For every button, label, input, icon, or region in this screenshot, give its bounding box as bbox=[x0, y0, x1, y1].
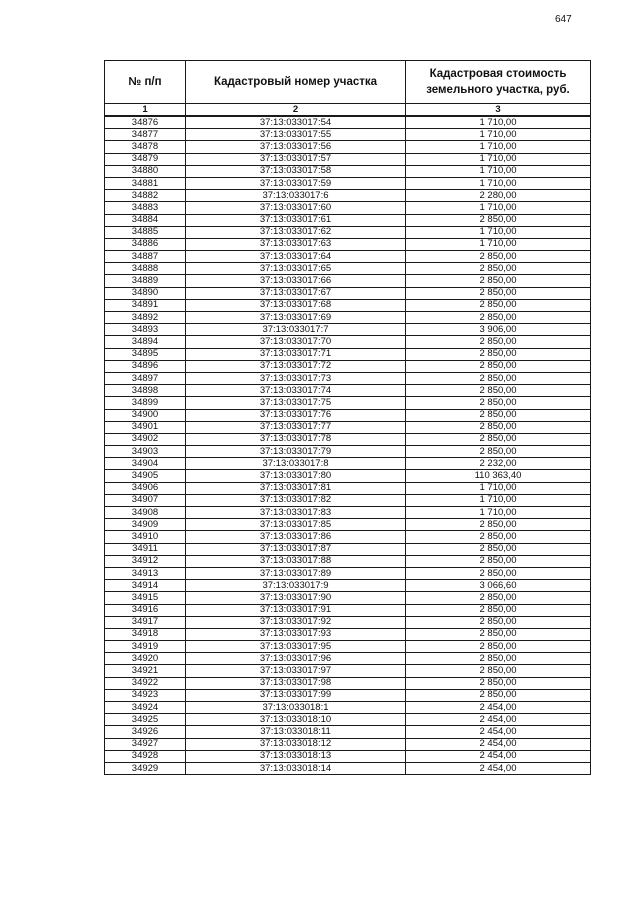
cadastral-value-cell: 1 710,00 bbox=[406, 494, 591, 506]
cadastral-number-cell: 37:13:033017:73 bbox=[186, 372, 406, 384]
table-row bbox=[105, 507, 591, 519]
row-number-cell: 34914 bbox=[105, 580, 186, 592]
cadastral-number-cell: 37:13:033018:12 bbox=[186, 738, 406, 750]
cadastral-value-cell: 110 363,40 bbox=[406, 470, 591, 482]
cadastral-number-cell: 37:13:033017:75 bbox=[186, 397, 406, 409]
cadastral-number-cell: 37:13:033017:80 bbox=[186, 470, 406, 482]
table-row bbox=[105, 409, 591, 421]
cadastral-value-cell: 2 850,00 bbox=[406, 567, 591, 579]
cadastral-value-cell: 2 850,00 bbox=[406, 616, 591, 628]
table-row bbox=[105, 153, 591, 165]
column-number-1: 1 bbox=[105, 104, 186, 117]
table-row bbox=[105, 604, 591, 616]
row-number-cell: 34888 bbox=[105, 263, 186, 275]
cadastral-number-cell: 37:13:033017:81 bbox=[186, 482, 406, 494]
row-number-cell: 34879 bbox=[105, 153, 186, 165]
cadastral-value-cell: 2 850,00 bbox=[406, 446, 591, 458]
cadastral-value-cell: 2 850,00 bbox=[406, 433, 591, 445]
cadastral-value-cell: 2 850,00 bbox=[406, 360, 591, 372]
cadastral-number-cell: 37:13:033017:92 bbox=[186, 616, 406, 628]
row-number-cell: 34877 bbox=[105, 129, 186, 141]
row-number-cell: 34912 bbox=[105, 555, 186, 567]
cadastral-value-cell: 1 710,00 bbox=[406, 226, 591, 238]
cadastral-value-cell: 2 454,00 bbox=[406, 762, 591, 774]
table-row bbox=[105, 446, 591, 458]
cadastral-value-cell: 2 850,00 bbox=[406, 531, 591, 543]
cadastral-number-cell: 37:13:033017:69 bbox=[186, 312, 406, 324]
row-number-cell: 34885 bbox=[105, 226, 186, 238]
row-number-cell: 34915 bbox=[105, 592, 186, 604]
cadastral-value-cell: 1 710,00 bbox=[406, 507, 591, 519]
row-number-cell: 34880 bbox=[105, 165, 186, 177]
cadastral-number-cell: 37:13:033017:96 bbox=[186, 653, 406, 665]
table-row bbox=[105, 129, 591, 141]
row-number-cell: 34878 bbox=[105, 141, 186, 153]
row-number-cell: 34917 bbox=[105, 616, 186, 628]
cadastral-number-cell: 37:13:033017:88 bbox=[186, 555, 406, 567]
cadastral-number-cell: 37:13:033017:86 bbox=[186, 531, 406, 543]
row-number-cell: 34882 bbox=[105, 190, 186, 202]
cadastral-number-cell: 37:13:033017:78 bbox=[186, 433, 406, 445]
table-row bbox=[105, 177, 591, 189]
row-number-cell: 34918 bbox=[105, 628, 186, 640]
cadastral-value-cell: 2 850,00 bbox=[406, 677, 591, 689]
cadastral-value-cell: 2 454,00 bbox=[406, 714, 591, 726]
cadastral-value-cell: 2 850,00 bbox=[406, 628, 591, 640]
cadastral-value-cell: 1 710,00 bbox=[406, 177, 591, 189]
cadastral-number-cell: 37:13:033017:6 bbox=[186, 190, 406, 202]
row-number-cell: 34910 bbox=[105, 531, 186, 543]
row-number-cell: 34923 bbox=[105, 689, 186, 701]
table-row bbox=[105, 312, 591, 324]
table-row bbox=[105, 592, 591, 604]
table-row bbox=[105, 251, 591, 263]
cadastral-value-cell: 2 850,00 bbox=[406, 287, 591, 299]
table-row bbox=[105, 385, 591, 397]
table-row bbox=[105, 116, 591, 129]
cadastral-value-cell: 2 850,00 bbox=[406, 409, 591, 421]
row-number-cell: 34921 bbox=[105, 665, 186, 677]
row-number-cell: 34926 bbox=[105, 726, 186, 738]
table-header bbox=[105, 61, 591, 117]
cadastral-number-cell: 37:13:033017:8 bbox=[186, 458, 406, 470]
row-number-cell: 34887 bbox=[105, 251, 186, 263]
cadastral-value-cell: 2 850,00 bbox=[406, 251, 591, 263]
column-number-row bbox=[105, 104, 591, 117]
table-row bbox=[105, 567, 591, 579]
row-number-cell: 34886 bbox=[105, 238, 186, 250]
table-row bbox=[105, 531, 591, 543]
header-cadastral-number: Кадастровый номер участка bbox=[186, 61, 406, 104]
table-row bbox=[105, 458, 591, 470]
cadastral-value-cell: 2 280,00 bbox=[406, 190, 591, 202]
row-number-cell: 34895 bbox=[105, 348, 186, 360]
table-row bbox=[105, 750, 591, 762]
cadastral-number-cell: 37:13:033017:89 bbox=[186, 567, 406, 579]
cadastral-number-cell: 37:13:033017:9 bbox=[186, 580, 406, 592]
cadastral-number-cell: 37:13:033017:93 bbox=[186, 628, 406, 640]
table-row bbox=[105, 482, 591, 494]
table-row bbox=[105, 738, 591, 750]
cadastral-number-cell: 37:13:033018:14 bbox=[186, 762, 406, 774]
cadastral-number-cell: 37:13:033017:59 bbox=[186, 177, 406, 189]
cadastral-number-cell: 37:13:033018:10 bbox=[186, 714, 406, 726]
cadastral-value-cell: 2 850,00 bbox=[406, 336, 591, 348]
cadastral-value-cell: 1 710,00 bbox=[406, 238, 591, 250]
header-row-number: № п/п bbox=[105, 61, 186, 104]
cadastral-number-cell: 37:13:033017:54 bbox=[186, 116, 406, 129]
cadastral-value-cell: 2 850,00 bbox=[406, 372, 591, 384]
column-number-2: 2 bbox=[186, 104, 406, 117]
table-row bbox=[105, 348, 591, 360]
cadastral-number-cell: 37:13:033017:56 bbox=[186, 141, 406, 153]
cadastral-number-cell: 37:13:033017:68 bbox=[186, 299, 406, 311]
table-row bbox=[105, 372, 591, 384]
row-number-cell: 34919 bbox=[105, 641, 186, 653]
cadastral-value-cell: 3 066,60 bbox=[406, 580, 591, 592]
row-number-cell: 34892 bbox=[105, 312, 186, 324]
cadastral-number-cell: 37:13:033018:1 bbox=[186, 702, 406, 714]
cadastral-value-cell: 2 850,00 bbox=[406, 397, 591, 409]
cadastral-value-cell: 2 232,00 bbox=[406, 458, 591, 470]
table-row bbox=[105, 555, 591, 567]
cadastral-number-cell: 37:13:033017:58 bbox=[186, 165, 406, 177]
cadastral-number-cell: 37:13:033017:90 bbox=[186, 592, 406, 604]
row-number-cell: 34900 bbox=[105, 409, 186, 421]
cadastral-value-cell: 1 710,00 bbox=[406, 116, 591, 129]
cadastral-number-cell: 37:13:033017:65 bbox=[186, 263, 406, 275]
cadastral-number-cell: 37:13:033017:82 bbox=[186, 494, 406, 506]
row-number-cell: 34927 bbox=[105, 738, 186, 750]
table-row bbox=[105, 653, 591, 665]
cadastral-value-cell: 2 850,00 bbox=[406, 519, 591, 531]
table-row bbox=[105, 689, 591, 701]
cadastral-number-cell: 37:13:033017:85 bbox=[186, 519, 406, 531]
header-row bbox=[105, 61, 591, 104]
cadastral-value-cell: 1 710,00 bbox=[406, 141, 591, 153]
row-number-cell: 34894 bbox=[105, 336, 186, 348]
cadastral-value-cell: 2 850,00 bbox=[406, 543, 591, 555]
table-row bbox=[105, 616, 591, 628]
cadastral-value-cell: 3 906,00 bbox=[406, 324, 591, 336]
table-row bbox=[105, 714, 591, 726]
cadastral-value-cell: 1 710,00 bbox=[406, 129, 591, 141]
row-number-cell: 34901 bbox=[105, 421, 186, 433]
table-row bbox=[105, 519, 591, 531]
cadastral-number-cell: 37:13:033017:83 bbox=[186, 507, 406, 519]
cadastral-number-cell: 37:13:033017:87 bbox=[186, 543, 406, 555]
cadastral-value-cell: 1 710,00 bbox=[406, 482, 591, 494]
table-row bbox=[105, 543, 591, 555]
row-number-cell: 34903 bbox=[105, 446, 186, 458]
cadastral-value-cell: 2 454,00 bbox=[406, 738, 591, 750]
cadastral-value-cell: 2 850,00 bbox=[406, 385, 591, 397]
row-number-cell: 34916 bbox=[105, 604, 186, 616]
cadastral-value-table bbox=[104, 60, 591, 775]
cadastral-number-cell: 37:13:033017:7 bbox=[186, 324, 406, 336]
table-row bbox=[105, 677, 591, 689]
row-number-cell: 34897 bbox=[105, 372, 186, 384]
row-number-cell: 34929 bbox=[105, 762, 186, 774]
cadastral-number-cell: 37:13:033017:72 bbox=[186, 360, 406, 372]
row-number-cell: 34911 bbox=[105, 543, 186, 555]
table-row bbox=[105, 641, 591, 653]
table-row bbox=[105, 141, 591, 153]
cadastral-number-cell: 37:13:033017:77 bbox=[186, 421, 406, 433]
row-number-cell: 34891 bbox=[105, 299, 186, 311]
cadastral-value-cell: 2 850,00 bbox=[406, 312, 591, 324]
cadastral-number-cell: 37:13:033018:11 bbox=[186, 726, 406, 738]
table-row bbox=[105, 202, 591, 214]
cadastral-number-cell: 37:13:033017:57 bbox=[186, 153, 406, 165]
cadastral-value-cell: 2 454,00 bbox=[406, 726, 591, 738]
row-number-cell: 34924 bbox=[105, 702, 186, 714]
table-row bbox=[105, 287, 591, 299]
table-row bbox=[105, 470, 591, 482]
cadastral-value-cell: 2 850,00 bbox=[406, 348, 591, 360]
cadastral-value-cell: 1 710,00 bbox=[406, 153, 591, 165]
table-row bbox=[105, 702, 591, 714]
row-number-cell: 34902 bbox=[105, 433, 186, 445]
table-row bbox=[105, 336, 591, 348]
cadastral-value-cell: 2 850,00 bbox=[406, 665, 591, 677]
row-number-cell: 34876 bbox=[105, 116, 186, 129]
table-row bbox=[105, 299, 591, 311]
cadastral-value-cell: 2 850,00 bbox=[406, 214, 591, 226]
table-row bbox=[105, 665, 591, 677]
row-number-cell: 34884 bbox=[105, 214, 186, 226]
table-row bbox=[105, 421, 591, 433]
cadastral-number-cell: 37:13:033017:74 bbox=[186, 385, 406, 397]
cadastral-value-cell: 2 850,00 bbox=[406, 299, 591, 311]
row-number-cell: 34908 bbox=[105, 507, 186, 519]
row-number-cell: 34904 bbox=[105, 458, 186, 470]
table-row bbox=[105, 263, 591, 275]
cadastral-value-cell: 2 850,00 bbox=[406, 275, 591, 287]
row-number-cell: 34890 bbox=[105, 287, 186, 299]
table-row bbox=[105, 190, 591, 202]
cadastral-value-cell: 2 454,00 bbox=[406, 750, 591, 762]
table-body bbox=[105, 116, 591, 775]
row-number-cell: 34896 bbox=[105, 360, 186, 372]
cadastral-value-cell: 2 850,00 bbox=[406, 653, 591, 665]
table-row bbox=[105, 324, 591, 336]
cadastral-value-cell: 2 850,00 bbox=[406, 592, 591, 604]
cadastral-number-cell: 37:13:033017:62 bbox=[186, 226, 406, 238]
cadastral-number-cell: 37:13:033017:76 bbox=[186, 409, 406, 421]
table-row bbox=[105, 165, 591, 177]
cadastral-value-cell: 2 850,00 bbox=[406, 421, 591, 433]
row-number-cell: 34899 bbox=[105, 397, 186, 409]
cadastral-number-cell: 37:13:033017:79 bbox=[186, 446, 406, 458]
cadastral-value-cell: 1 710,00 bbox=[406, 165, 591, 177]
cadastral-number-cell: 37:13:033017:98 bbox=[186, 677, 406, 689]
cadastral-number-cell: 37:13:033017:97 bbox=[186, 665, 406, 677]
cadastral-value-cell: 2 850,00 bbox=[406, 689, 591, 701]
row-number-cell: 34920 bbox=[105, 653, 186, 665]
cadastral-number-cell: 37:13:033017:99 bbox=[186, 689, 406, 701]
table-row bbox=[105, 275, 591, 287]
header-cadastral-value: Кадастровая стоимость земельного участка, руб. bbox=[406, 61, 591, 104]
table-row bbox=[105, 397, 591, 409]
column-number-3: 3 bbox=[406, 104, 591, 117]
cadastral-number-cell: 37:13:033017:60 bbox=[186, 202, 406, 214]
cadastral-value-cell: 2 850,00 bbox=[406, 641, 591, 653]
row-number-cell: 34898 bbox=[105, 385, 186, 397]
cadastral-number-cell: 37:13:033017:70 bbox=[186, 336, 406, 348]
row-number-cell: 34889 bbox=[105, 275, 186, 287]
cadastral-number-cell: 37:13:033017:67 bbox=[186, 287, 406, 299]
page-number: 647 bbox=[555, 14, 572, 25]
cadastral-number-cell: 37:13:033017:61 bbox=[186, 214, 406, 226]
row-number-cell: 34922 bbox=[105, 677, 186, 689]
cadastral-number-cell: 37:13:033017:66 bbox=[186, 275, 406, 287]
cadastral-value-cell: 1 710,00 bbox=[406, 202, 591, 214]
cadastral-number-cell: 37:13:033017:95 bbox=[186, 641, 406, 653]
cadastral-number-cell: 37:13:033018:13 bbox=[186, 750, 406, 762]
row-number-cell: 34881 bbox=[105, 177, 186, 189]
table-row bbox=[105, 726, 591, 738]
row-number-cell: 34907 bbox=[105, 494, 186, 506]
table-row bbox=[105, 628, 591, 640]
cadastral-number-cell: 37:13:033017:64 bbox=[186, 251, 406, 263]
cadastral-value-cell: 2 850,00 bbox=[406, 555, 591, 567]
row-number-cell: 34909 bbox=[105, 519, 186, 531]
table-row bbox=[105, 214, 591, 226]
row-number-cell: 34906 bbox=[105, 482, 186, 494]
table-row bbox=[105, 226, 591, 238]
table-row bbox=[105, 762, 591, 774]
row-number-cell: 34883 bbox=[105, 202, 186, 214]
cadastral-value-cell: 2 850,00 bbox=[406, 263, 591, 275]
table-row bbox=[105, 433, 591, 445]
cadastral-number-cell: 37:13:033017:55 bbox=[186, 129, 406, 141]
table-row bbox=[105, 494, 591, 506]
cadastral-number-cell: 37:13:033017:71 bbox=[186, 348, 406, 360]
row-number-cell: 34913 bbox=[105, 567, 186, 579]
table-row bbox=[105, 360, 591, 372]
cadastral-number-cell: 37:13:033017:63 bbox=[186, 238, 406, 250]
cadastral-value-cell: 2 850,00 bbox=[406, 604, 591, 616]
cadastral-number-cell: 37:13:033017:91 bbox=[186, 604, 406, 616]
row-number-cell: 34925 bbox=[105, 714, 186, 726]
table-row bbox=[105, 238, 591, 250]
row-number-cell: 34905 bbox=[105, 470, 186, 482]
table-row bbox=[105, 580, 591, 592]
cadastral-value-cell: 2 454,00 bbox=[406, 702, 591, 714]
row-number-cell: 34893 bbox=[105, 324, 186, 336]
row-number-cell: 34928 bbox=[105, 750, 186, 762]
